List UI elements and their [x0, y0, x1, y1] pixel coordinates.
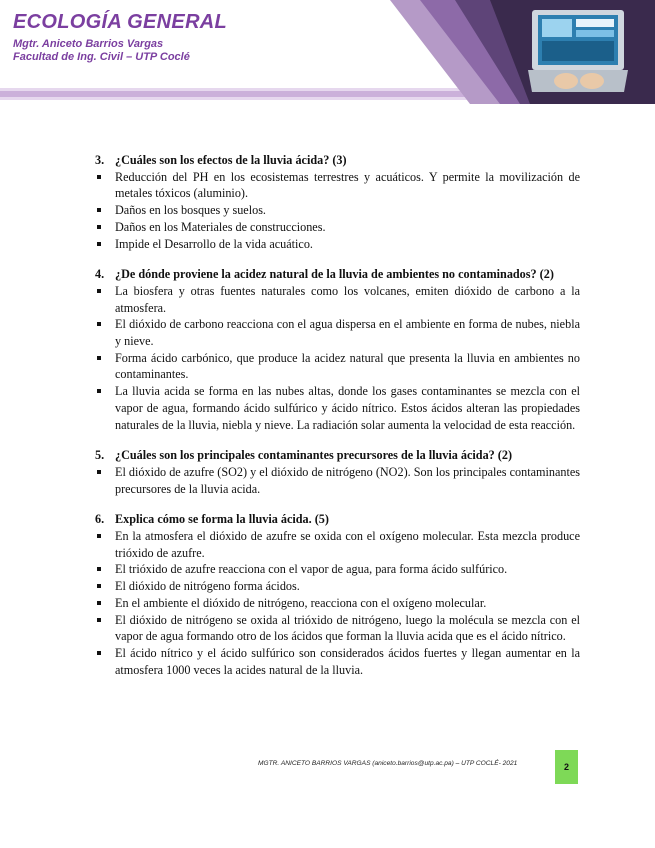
question-heading	[95, 152, 580, 169]
bullet-icon	[97, 242, 101, 246]
question-section-6	[95, 511, 580, 678]
list-item: La lluvia acida se forma en las nubes altas, donde los gases contaminantes se mezcla con el vapor de agua, formando ácido sulfúrico y ácido nítrico. Estos ácidos alteran las propiedades naturales de la lluvia, niebla y nieve. La radiación solar aumenta la velocidad de esta reacción.	[95, 383, 580, 433]
list-item: Impide el Desarrollo de la vida acuático.	[95, 236, 580, 253]
bullet-icon	[97, 389, 101, 393]
answer-list	[95, 169, 580, 253]
question-number: 3.	[95, 153, 105, 167]
list-item: Daños en los bosques y suelos.	[95, 202, 580, 219]
answer-list	[95, 283, 580, 433]
header-author: Mgtr. Aniceto Barrios Vargas	[13, 38, 164, 50]
question-number: 5.	[95, 448, 105, 463]
header-title: ECOLOGÍA GENERAL	[13, 11, 228, 33]
list-item: Daños en los Materiales de construcciones.	[95, 219, 580, 236]
question-text: ¿De dónde proviene la acidez natural de la lluvia de ambientes no contaminados? (2)	[115, 267, 554, 282]
list-item: Reducción del PH en los ecosistemas terrestres y acuáticos. Y permite la movilización de metales tóxicos (aluminio).	[95, 169, 580, 202]
header-faculty: Facultad de Ing. Civil – UTP Coclé	[13, 51, 190, 63]
bullet-icon	[97, 356, 101, 360]
question-section-4	[95, 266, 580, 433]
page-footer: MGTR. ANICETO BARRIOS VARGAS (aniceto.barrios@utp.ac.pa) – UTP COCLÉ- 2021	[258, 760, 518, 767]
bullet-icon	[97, 584, 101, 588]
list-item: El dióxido de azufre (SO2) y el dióxido de nitrógeno (NO2). Son los principales contaminantes precursores de la lluvia acida.	[95, 464, 580, 497]
question-text: ¿Cuáles son los efectos de la lluvia ácida? (3)	[115, 153, 347, 167]
list-item: El trióxido de azufre reacciona con el vapor de agua, para forma ácido sulfúrico.	[95, 561, 580, 578]
bullet-icon	[97, 470, 101, 474]
question-heading	[95, 511, 580, 528]
list-item: El ácido nítrico y el ácido sulfúrico son considerados ácidos fuertes y llegan aumentar en la atmosfera 1000 veces la acides natural de la lluvia.	[95, 645, 580, 678]
answer-list	[95, 528, 580, 678]
bullet-icon	[97, 601, 101, 605]
list-item: El dióxido de nitrógeno se oxida al trióxido de nitrógeno, luego la molécula se mezcla con el vapor de agua formando otro de los ácidos que forman la lluvia acida que es el ácido nítrico.	[95, 612, 580, 645]
bullet-icon	[97, 225, 101, 229]
laptop-image	[528, 6, 628, 96]
bullet-icon	[97, 289, 101, 293]
bullet-icon	[97, 208, 101, 212]
question-heading	[95, 447, 580, 464]
question-section-5	[95, 447, 580, 497]
page-number: 2	[555, 750, 578, 784]
page-header	[0, 0, 655, 104]
document-body	[95, 152, 580, 692]
list-item: En la atmosfera el dióxido de azufre se oxida con el oxígeno molecular. Esta mezcla produce trióxido de azufre.	[95, 528, 580, 561]
bullet-icon	[97, 175, 101, 179]
question-heading	[95, 266, 580, 283]
list-item: El dióxido de nitrógeno forma ácidos.	[95, 578, 580, 595]
question-number: 6.	[95, 512, 105, 527]
bullet-icon	[97, 618, 101, 622]
question-text: Explica cómo se forma la lluvia ácida. (5)	[115, 512, 329, 527]
list-item: El dióxido de carbono reacciona con el agua dispersa en el ambiente en forma de nubes, niebla y nieve.	[95, 316, 580, 349]
list-item: En el ambiente el dióxido de nitrógeno, reacciona con el oxígeno molecular.	[95, 595, 580, 612]
list-item: Forma ácido carbónico, que produce la acidez natural que presenta la lluvia en ambientes no contaminantes.	[95, 350, 580, 383]
question-section-3	[95, 152, 580, 252]
question-text: ¿Cuáles son los principales contaminantes precursores de la lluvia ácida? (2)	[115, 448, 513, 463]
bullet-icon	[97, 651, 101, 655]
question-number: 4.	[95, 267, 105, 282]
bullet-icon	[97, 322, 101, 326]
bullet-icon	[97, 567, 101, 571]
list-item: La biosfera y otras fuentes naturales como los volcanes, emiten dióxido de carbono a la atmosfera.	[95, 283, 580, 316]
bullet-icon	[97, 534, 101, 538]
answer-list	[95, 464, 580, 497]
